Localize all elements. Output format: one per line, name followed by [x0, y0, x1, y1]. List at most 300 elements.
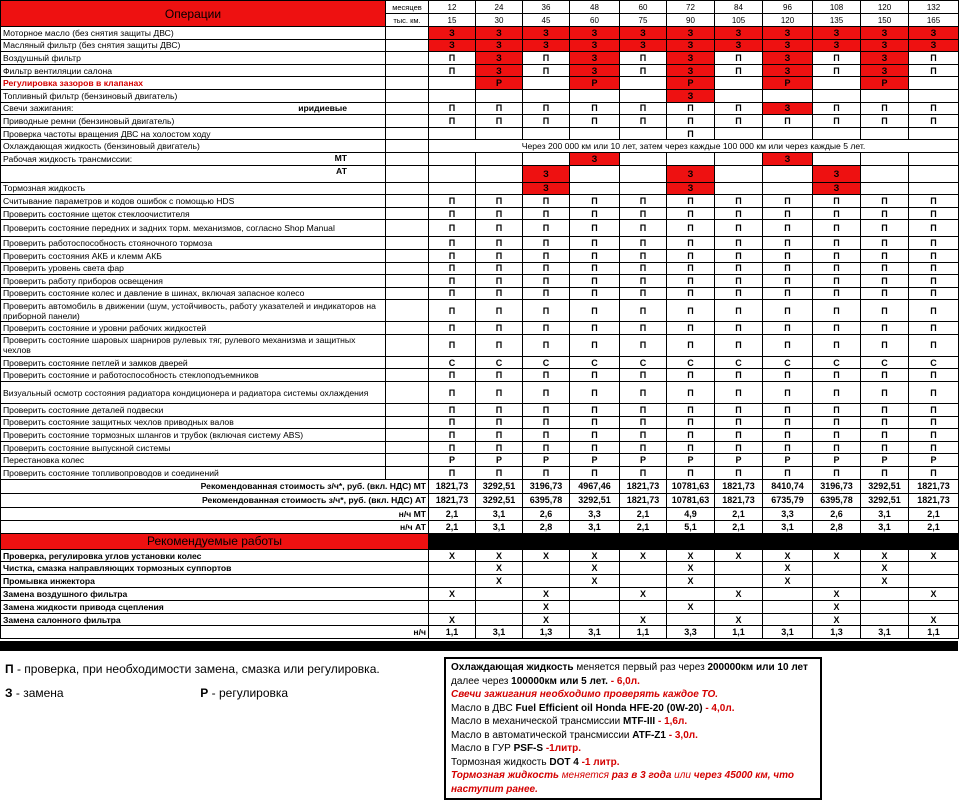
recommended-label: Замена жидкости привода сцепления: [1, 600, 429, 613]
month-cell: 132: [909, 1, 959, 14]
schedule-cell: [620, 152, 667, 165]
schedule-cell: Р: [861, 77, 909, 90]
schedule-cell: З: [861, 27, 909, 40]
recommended-hours-value: 3,1: [861, 626, 909, 639]
schedule-cell: П: [715, 102, 763, 115]
operation-label-text: Свечи зажигания:: [3, 103, 74, 114]
blank-cell: [386, 275, 429, 288]
operation-row: [1, 416, 959, 429]
recommended-mark: X: [909, 613, 959, 626]
schedule-cell: П: [715, 195, 763, 208]
cost-value: 1821,73: [429, 493, 476, 507]
schedule-cell: П: [813, 115, 861, 128]
schedule-cell: П: [429, 429, 476, 442]
cost-value: 1821,73: [429, 479, 476, 493]
legend: [5, 662, 380, 710]
schedule-cell: П: [570, 262, 620, 275]
cost-value: 6395,78: [813, 493, 861, 507]
blank-cell: [386, 404, 429, 417]
schedule-cell: П: [667, 102, 715, 115]
schedule-cell: П: [715, 64, 763, 77]
schedule-cell: П: [476, 369, 523, 382]
schedule-cell: С: [523, 356, 570, 369]
schedule-cell: П: [813, 52, 861, 65]
recommended-row: [1, 575, 959, 588]
schedule-cell: П: [667, 195, 715, 208]
schedule-cell: П: [715, 322, 763, 335]
blank-cell: [386, 182, 429, 195]
cost-value: 6735,79: [763, 493, 813, 507]
operation-label: Проверить состояние топливопроводов и соединений: [1, 467, 386, 480]
schedule-cell: П: [667, 115, 715, 128]
schedule-cell: П: [909, 102, 959, 115]
schedule-cell: З: [813, 182, 861, 195]
schedule-cell: П: [523, 369, 570, 382]
schedule-cell: П: [861, 275, 909, 288]
schedule-cell: П: [763, 115, 813, 128]
schedule-cell: П: [813, 369, 861, 382]
schedule-cell: [861, 127, 909, 140]
schedule-cell: [763, 165, 813, 182]
operation-row: [1, 89, 959, 102]
schedule-cell: П: [523, 249, 570, 262]
schedule-cell: З: [570, 152, 620, 165]
schedule-cell: [861, 165, 909, 182]
schedule-cell: П: [429, 249, 476, 262]
recommended-mark: [476, 613, 523, 626]
month-cell: 60: [620, 1, 667, 14]
schedule-cell: [476, 182, 523, 195]
blank-cell: [386, 356, 429, 369]
coolant-interval-note: Через 200 000 км или 10 лет, затем через каждые 100 000 км или через каждые 5 лет.: [429, 140, 959, 153]
operation-row: [1, 237, 959, 250]
cost-value: 3,1: [861, 507, 909, 520]
operation-sublabel: МТ: [334, 152, 347, 163]
operation-label: Топливный фильтр (бензиновый двигатель): [1, 89, 386, 102]
recommended-header-black: [429, 533, 959, 549]
schedule-cell: [523, 152, 570, 165]
schedule-cell: П: [667, 275, 715, 288]
recommended-mark: [667, 613, 715, 626]
schedule-cell: П: [667, 404, 715, 417]
header-months-row: [1, 1, 959, 14]
schedule-cell: П: [813, 334, 861, 356]
months-label: месяцев: [386, 1, 429, 14]
operation-row: [1, 77, 959, 90]
schedule-cell: П: [715, 52, 763, 65]
operation-row: [1, 182, 959, 195]
schedule-cell: П: [715, 115, 763, 128]
recommended-mark: X: [523, 600, 570, 613]
operation-label: Перестановка колес: [1, 454, 386, 467]
schedule-cell: П: [667, 220, 715, 237]
schedule-cell: П: [715, 429, 763, 442]
recommended-mark: [861, 613, 909, 626]
schedule-cell: П: [429, 64, 476, 77]
schedule-cell: П: [861, 322, 909, 335]
schedule-cell: [813, 127, 861, 140]
recommended-mark: X: [813, 549, 861, 562]
schedule-cell: З: [763, 27, 813, 40]
schedule-cell: П: [570, 287, 620, 300]
operation-label: Регулировка зазоров в клапанах: [1, 77, 386, 90]
schedule-cell: [620, 89, 667, 102]
schedule-cell: П: [813, 429, 861, 442]
blank-cell: [386, 467, 429, 480]
recommended-hours-value: 1,1: [429, 626, 476, 639]
schedule-cell: [715, 77, 763, 90]
recommended-hours-value: 3,3: [667, 626, 715, 639]
operation-row: [1, 467, 959, 480]
operation-row: [1, 195, 959, 208]
schedule-cell: П: [429, 404, 476, 417]
operation-label: Проверить состояние и уровни рабочих жидкостей: [1, 322, 386, 335]
schedule-cell: Р: [763, 454, 813, 467]
schedule-cell: С: [620, 356, 667, 369]
schedule-cell: З: [476, 52, 523, 65]
schedule-cell: П: [476, 195, 523, 208]
operation-label: Проверить состояние шаровых шарниров рулевых тяг, рулевого механизма и защитных чехлов: [1, 334, 386, 356]
blank-cell: [386, 334, 429, 356]
blank-cell: [386, 249, 429, 262]
schedule-cell: С: [763, 356, 813, 369]
note-coolant: Охлаждающая жидкость меняется первый раз через 200000км или 10 лет: [451, 662, 808, 673]
operation-label: Масляный фильтр (без снятия защиты ДВС): [1, 39, 386, 52]
schedule-cell: З: [861, 52, 909, 65]
schedule-cell: [861, 182, 909, 195]
schedule-cell: П: [813, 262, 861, 275]
schedule-cell: П: [570, 275, 620, 288]
schedule-cell: П: [715, 220, 763, 237]
schedule-cell: П: [909, 115, 959, 128]
cost-value: 1821,73: [909, 493, 959, 507]
schedule-cell: П: [523, 467, 570, 480]
schedule-cell: П: [523, 220, 570, 237]
recommended-mark: [909, 575, 959, 588]
schedule-cell: П: [763, 237, 813, 250]
cost-value: 2,1: [909, 520, 959, 533]
operation-label: Воздушный фильтр: [1, 52, 386, 65]
recommended-mark: [667, 588, 715, 601]
schedule-cell: П: [429, 52, 476, 65]
recommended-mark: X: [813, 613, 861, 626]
schedule-cell: З: [570, 27, 620, 40]
recommended-mark: X: [813, 588, 861, 601]
cost-row: [1, 507, 959, 520]
km-cell: 75: [620, 14, 667, 27]
schedule-cell: З: [861, 39, 909, 52]
schedule-cell: П: [476, 429, 523, 442]
schedule-cell: П: [909, 249, 959, 262]
schedule-cell: П: [523, 237, 570, 250]
schedule-cell: [715, 127, 763, 140]
recommended-row: [1, 562, 959, 575]
km-label: тыс. км.: [386, 14, 429, 27]
cost-value: 2,1: [715, 507, 763, 520]
schedule-cell: [620, 182, 667, 195]
cost-value: 2,8: [813, 520, 861, 533]
operation-row: [1, 64, 959, 77]
operation-row: [1, 287, 959, 300]
schedule-cell: П: [715, 404, 763, 417]
recommended-header-row: [1, 533, 959, 549]
recommended-label: Проверка, регулировка углов установки колес: [1, 549, 429, 562]
schedule-cell: П: [620, 287, 667, 300]
schedule-cell: Р: [570, 77, 620, 90]
schedule-cell: П: [667, 441, 715, 454]
operation-label: Проверка частоты вращения ДВС на холостом ходу: [1, 127, 386, 140]
operation-row: [1, 275, 959, 288]
blank-cell: [386, 89, 429, 102]
cost-value: 2,6: [813, 507, 861, 520]
schedule-cell: [715, 152, 763, 165]
recommended-mark: [715, 600, 763, 613]
recommended-mark: X: [523, 613, 570, 626]
schedule-cell: Р: [667, 77, 715, 90]
operation-label: Проверить состояние деталей подвески: [1, 404, 386, 417]
schedule-cell: П: [570, 115, 620, 128]
schedule-cell: П: [813, 102, 861, 115]
recommended-hours-value: 3,1: [570, 626, 620, 639]
blank-cell: [386, 64, 429, 77]
schedule-cell: [909, 127, 959, 140]
cost-value: 5,1: [667, 520, 715, 533]
schedule-cell: П: [667, 262, 715, 275]
schedule-cell: П: [667, 300, 715, 322]
schedule-cell: П: [620, 404, 667, 417]
schedule-cell: [909, 165, 959, 182]
recommended-mark: X: [523, 588, 570, 601]
schedule-cell: Р: [570, 454, 620, 467]
schedule-cell: П: [667, 237, 715, 250]
schedule-cell: П: [429, 275, 476, 288]
schedule-cell: П: [476, 275, 523, 288]
recommended-mark: X: [667, 575, 715, 588]
schedule-cell: П: [570, 416, 620, 429]
schedule-cell: П: [570, 334, 620, 356]
schedule-cell: П: [429, 220, 476, 237]
schedule-cell: П: [909, 416, 959, 429]
operation-label: Тормозная жидкость: [1, 182, 386, 195]
schedule-cell: [909, 77, 959, 90]
cost-value: 3,1: [476, 520, 523, 533]
schedule-cell: П: [570, 382, 620, 404]
operation-row: [1, 115, 959, 128]
schedule-cell: П: [620, 115, 667, 128]
schedule-cell: П: [523, 52, 570, 65]
cost-value: 2,1: [620, 507, 667, 520]
cost-value: 4,9: [667, 507, 715, 520]
blank-cell: [386, 416, 429, 429]
recommended-mark: X: [523, 549, 570, 562]
blank-cell: [386, 165, 429, 182]
operation-label: Проверить состояние тормозных шлангов и трубок (включая систему ABS): [1, 429, 386, 442]
recommended-mark: X: [667, 549, 715, 562]
schedule-cell: [523, 77, 570, 90]
schedule-cell: П: [570, 220, 620, 237]
cost-value: 2,1: [429, 507, 476, 520]
cost-value: 1821,73: [620, 479, 667, 493]
schedule-cell: П: [861, 207, 909, 220]
recommended-row: [1, 549, 959, 562]
schedule-cell: П: [861, 287, 909, 300]
recommended-mark: X: [861, 549, 909, 562]
recommended-mark: [763, 600, 813, 613]
schedule-cell: П: [476, 102, 523, 115]
schedule-cell: З: [570, 52, 620, 65]
schedule-cell: П: [715, 207, 763, 220]
recommended-mark: X: [763, 575, 813, 588]
recommended-mark: [570, 613, 620, 626]
schedule-cell: П: [861, 249, 909, 262]
operation-row: [1, 369, 959, 382]
schedule-cell: З: [429, 27, 476, 40]
blank-cell: [386, 454, 429, 467]
operation-label: Проверить работу приборов освещения: [1, 275, 386, 288]
schedule-cell: П: [620, 382, 667, 404]
schedule-cell: П: [909, 441, 959, 454]
schedule-cell: П: [763, 249, 813, 262]
recommended-mark: [861, 588, 909, 601]
schedule-cell: П: [620, 467, 667, 480]
schedule-cell: П: [909, 220, 959, 237]
schedule-cell: З: [813, 165, 861, 182]
schedule-cell: [763, 182, 813, 195]
schedule-cell: П: [620, 429, 667, 442]
recommended-mark: X: [620, 588, 667, 601]
schedule-cell: П: [570, 369, 620, 382]
schedule-cell: З: [620, 27, 667, 40]
recommended-label: Замена салонного фильтра: [1, 613, 429, 626]
schedule-cell: С: [909, 356, 959, 369]
schedule-cell: Р: [476, 77, 523, 90]
schedule-cell: П: [620, 64, 667, 77]
recommended-label: Промывка инжектора: [1, 575, 429, 588]
schedule-cell: З: [763, 152, 813, 165]
recommended-mark: X: [667, 600, 715, 613]
schedule-cell: З: [813, 27, 861, 40]
operation-label: Проверить состояние защитных чехлов приводных валов: [1, 416, 386, 429]
schedule-cell: П: [813, 249, 861, 262]
schedule-cell: П: [620, 275, 667, 288]
schedule-cell: З: [476, 64, 523, 77]
recommended-hours-row: [1, 626, 959, 639]
operation-label: Проверить работоспособность стояночного тормоза: [1, 237, 386, 250]
schedule-cell: П: [523, 416, 570, 429]
recommended-mark: [570, 600, 620, 613]
schedule-cell: [523, 127, 570, 140]
note-coolant-2: далее через 100000км или 5 лет. - 6,0л.: [451, 675, 640, 687]
operation-row: [1, 300, 959, 322]
operation-sublabel: иридиевые: [298, 102, 347, 113]
schedule-cell: П: [523, 64, 570, 77]
schedule-cell: П: [476, 322, 523, 335]
cost-value: 2,8: [523, 520, 570, 533]
recommended-title: Рекомендуемые работы: [1, 533, 429, 549]
schedule-cell: Р: [715, 454, 763, 467]
schedule-cell: П: [763, 287, 813, 300]
notes-box: [444, 657, 822, 800]
blank-cell: [386, 127, 429, 140]
schedule-cell: П: [715, 467, 763, 480]
month-cell: 48: [570, 1, 620, 14]
schedule-cell: [570, 182, 620, 195]
operation-label: Проверить автомобиль в движении (шум, устойчивость, работу указателей и индикаторов на приборной панели): [1, 300, 386, 322]
schedule-cell: С: [667, 356, 715, 369]
schedule-cell: П: [620, 334, 667, 356]
schedule-cell: П: [620, 369, 667, 382]
schedule-cell: П: [570, 429, 620, 442]
month-cell: 96: [763, 1, 813, 14]
schedule-cell: П: [570, 207, 620, 220]
recommended-mark: [570, 588, 620, 601]
schedule-cell: П: [476, 441, 523, 454]
recommended-mark: X: [429, 549, 476, 562]
recommended-mark: [429, 575, 476, 588]
schedule-cell: П: [570, 237, 620, 250]
schedule-cell: П: [476, 404, 523, 417]
operation-label: Проверить состояние щеток стеклоочистителя: [1, 207, 386, 220]
schedule-cell: [909, 152, 959, 165]
operation-row: [1, 220, 959, 237]
schedule-cell: П: [813, 404, 861, 417]
recommended-hours-value: 3,1: [476, 626, 523, 639]
schedule-cell: З: [523, 27, 570, 40]
schedule-cell: П: [715, 262, 763, 275]
note-mt-oil: Масло в механической трансмиссии MTF-III - 1,6л.: [451, 716, 688, 727]
schedule-cell: П: [861, 429, 909, 442]
operation-label: Фильтр вентиляции салона: [1, 64, 386, 77]
km-cell: 120: [763, 14, 813, 27]
schedule-cell: П: [763, 382, 813, 404]
schedule-cell: З: [715, 27, 763, 40]
recommended-mark: [523, 562, 570, 575]
schedule-cell: П: [813, 322, 861, 335]
schedule-cell: Р: [429, 454, 476, 467]
cost-label: Рекомендованная стоимость з/ч*, руб. (вкл. НДС) АТ: [1, 493, 429, 507]
operation-row: [1, 454, 959, 467]
schedule-cell: П: [476, 220, 523, 237]
month-cell: 36: [523, 1, 570, 14]
schedule-cell: П: [667, 382, 715, 404]
cost-row: [1, 493, 959, 507]
schedule-cell: [861, 89, 909, 102]
schedule-cell: П: [861, 195, 909, 208]
schedule-cell: П: [813, 220, 861, 237]
recommended-mark: [523, 575, 570, 588]
cost-label: н/ч АТ: [1, 520, 429, 533]
schedule-cell: П: [909, 334, 959, 356]
schedule-cell: П: [813, 195, 861, 208]
schedule-cell: П: [861, 220, 909, 237]
schedule-cell: П: [620, 262, 667, 275]
schedule-cell: З: [667, 27, 715, 40]
schedule-cell: П: [667, 322, 715, 335]
operation-label: Приводные ремни (бензиновый двигатель): [1, 115, 386, 128]
schedule-cell: П: [570, 300, 620, 322]
recommended-hours-value: 1,3: [523, 626, 570, 639]
operation-label: Моторное масло (без снятия защиты ДВС): [1, 27, 386, 40]
operation-row: [1, 429, 959, 442]
schedule-cell: П: [620, 52, 667, 65]
cost-value: 3196,73: [523, 479, 570, 493]
schedule-cell: [909, 89, 959, 102]
recommended-mark: [476, 588, 523, 601]
schedule-cell: П: [763, 429, 813, 442]
schedule-cell: П: [523, 207, 570, 220]
schedule-cell: П: [523, 287, 570, 300]
schedule-cell: [715, 165, 763, 182]
